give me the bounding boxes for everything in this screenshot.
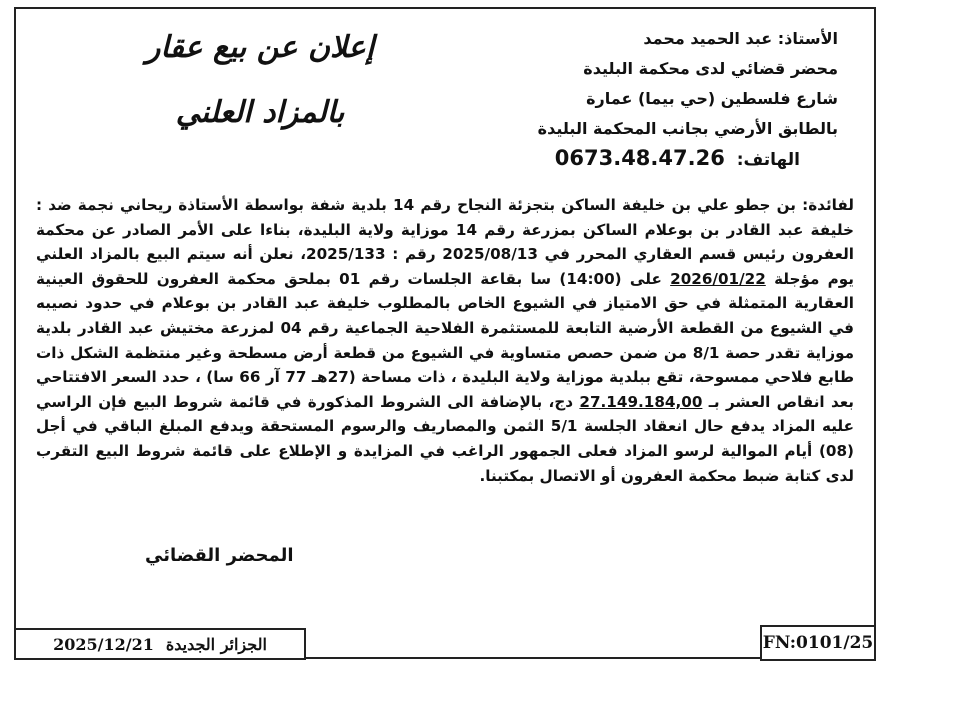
reference-number: FN:0101/25 (760, 625, 876, 661)
body-part3: دج، بالإضافة الى الشروط المذكورة في قائمة شروط البيع فإن الراسي عليه المزاد يدفع حال انعقاد الجلسة 5/1 الثمن والمصاريف والرسوم المستحقة ويدفع المبلغ الباقي في أجل (08) أيام الموالية لرسو المزاد فعلى الجمهور الراغب في المزايدة و الإطلاع على قائمة شروط البيع التقرب لدى كتابة ضبط محكمة العفرون أو الاتصال بمكتبنا. (36, 392, 854, 485)
notice-subtitle: بالمزاد العلني (175, 95, 345, 130)
phone-number: 0673.48.47.26 (554, 146, 725, 170)
body-part2: على (14:00) سا بقاعة الجلسات رقم 01 بملحق محكمة العفرون للحقوق العينية العقارية المتمثلة في حق الامتياز في الشيوع الخاص بالمطلوب خليفة عبد القادر بن بوعلام في حدود نصيبه في الشيوع من القطعة الأرضية التابعة للمستثمرة الفلاحية الجماعية رقم 04 لمزرعة مختيش عبد القادر بلدية موزاية تقدر حصة 8/1 من ضمن حصص متساوية في الشيوع من قطعة أرض مسطحة وغير منتظمة الشكل ذات طابع فلاحي ممسوحة، تقع ببلدية موزاية ولاية البليدة ، ذات مساحة (27هـ 77 آر 66 سا) ، حدد السعر الافتتاحي بعد انقاص العشر بـ (36, 269, 855, 411)
advocate-role: محضر قضائي لدى محكمة البليدة (583, 59, 838, 78)
body-part1: لفائدة: بن جطو علي بن خليفة الساكن بتجزئة النجاح رقم 14 بلدية شفة بواسطة الأستاذة ريحاني نجمة ضد : خليفة عبد القادر بن بوعلام الساكن بمزرعة رقم 14 موزاية ولاية البليدة، بناءا على الأمر الصادر عن محكمة العفرون رئيس قسم العقاري المحرر في 2025/08/13 رقم : 2025/133، نعلن أنه سيتم البيع بالمزاد العلني يوم مؤجلة (36, 196, 854, 288)
newspaper-name: الجزائر الجديدة (165, 634, 267, 654)
advocate-address-line2: بالطابق الأرضي بجانب المحكمة البليدة (537, 119, 838, 138)
advocate-address-line1: شارع فلسطين (حي بيما) عمارة (586, 89, 838, 108)
signature: المحضر القضائي (145, 545, 294, 566)
notice-title: إعلان عن بيع عقار (145, 30, 375, 65)
advocate-header (518, 24, 838, 144)
auction-date: 2026/01/22 (670, 269, 766, 288)
opening-price: 27.149.184,00 (579, 392, 703, 411)
notice-body (36, 193, 854, 488)
phone-label: الهاتف: (736, 150, 800, 170)
publication-date: 2025/12/21 (53, 634, 154, 654)
newspaper-box (14, 628, 306, 660)
advocate-name: الأستاذ: عبد الحميد محمد (643, 29, 838, 48)
advocate-phone (555, 146, 800, 170)
